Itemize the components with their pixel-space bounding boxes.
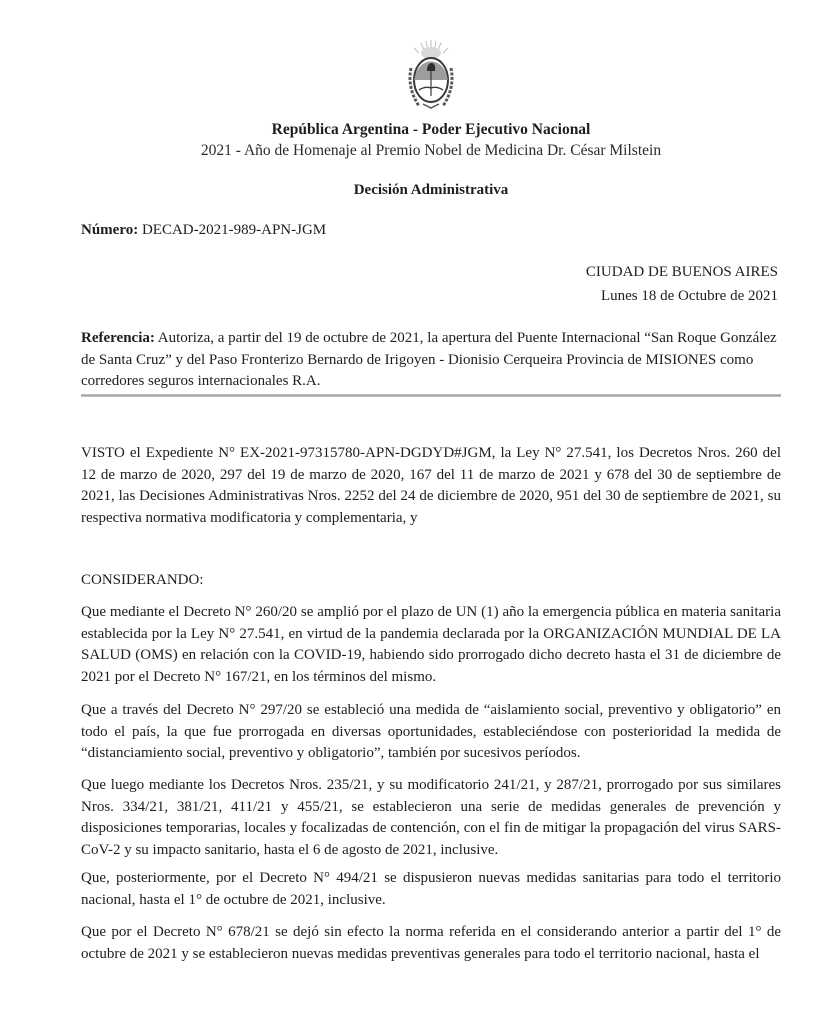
considerando-paragraph: Que por el Decreto N° 678/21 se dejó sin efecto la norma referida en el considerando anterior a partir del 1° de octubre de 2021 y se establecieron nuevas medidas preventivas generales para todo el territorio nacional, hasta el <box>81 924 781 962</box>
document-date: Lunes 18 de Octubre de 2021 <box>600 288 778 304</box>
considerando-paragraph: Que a través del Decreto N° 297/20 se estableció una medida de “aislamiento social, preventivo y obligatorio” en todo el país, la que fue prorrogada en diversas oportunidades, estableciéndose con posterioridad la medida de “distanciamiento social, preventivo y obligatorio”, también por sucesivos períodos. <box>81 702 781 761</box>
document-number <box>81 222 326 239</box>
considerando-paragraph: Que luego mediante los Decretos Nros. 235/21, y su modificatorio 241/21, y 287/21, prorrogado por sus similares Nros. 334/21, 381/21, 411/21 y 455/21, se establecieron una serie de medidas generales de prevención y disposiciones temporarias, locales y focalizadas de contención, con el fin de mitigar la propagación del virus SARS-CoV-2 y su impacto sanitario, hasta el 6 de agosto de 2021, inclusive. <box>81 777 781 858</box>
reference-text: Autoriza, a partir del 19 de octubre de 2021, la apertura del Puente Internacional “San Roque González de Santa Cruz” y del Paso Fronterizo Bernardo de Irigoyen - Dionisio Cerqueira Provincia de MISIONES como corredores seguros internacionales R.A. <box>81 330 777 389</box>
document-city: CIUDAD DE BUENOS AIRES <box>585 264 778 280</box>
considerando-heading: CONSIDERANDO: <box>81 572 204 588</box>
visto-paragraph: VISTO el Expediente N° EX-2021-97315780-APN-DGDYD#JGM, la Ley N° 27.541, los Decretos Nros. 260 del 12 de marzo de 2020, 297 del 19 de marzo de 2020, 167 del 11 de marzo de 2021 y 678 del 30 de septiembre de 2021, las Decisiones Administrativas Nros. 2252 del 24 de diciembre de 2020, 951 del 30 de septiembre de 2021, su respectiva normativa modificatoria y complementaria, y <box>81 445 781 526</box>
reference-label: Referencia: <box>81 330 155 346</box>
document-number-value: DECAD-2021-989-APN-JGM <box>141 222 327 238</box>
argentina-coat-of-arms-icon <box>403 38 459 114</box>
separator-line <box>81 394 781 397</box>
header-title: República Argentina - Poder Ejecutivo Nacional <box>271 121 591 138</box>
document-type: Decisión Administrativa <box>353 182 509 198</box>
document-number-label: Número: <box>81 222 139 238</box>
considerando-paragraph: Que mediante el Decreto N° 260/20 se amplió por el plazo de UN (1) año la emergencia pública en materia sanitaria establecida por la Ley N° 27.541, en virtud de la pandemia declarada por la ORGANIZACIÓN MUNDIAL DE LA SALUD (OMS) en relación con la COVID-19, habiendo sido prorrogado dicho decreto hasta el 31 de diciembre de 2021 por el Decreto N° 167/21, en los términos del mismo. <box>81 604 781 685</box>
reference-block <box>81 328 781 393</box>
considerando-paragraph: Que, posteriormente, por el Decreto N° 494/21 se dispusieron nuevas medidas sanitarias para todo el territorio nacional, hasta el 1° de octubre de 2021, inclusive. <box>81 870 781 908</box>
header-subtitle: 2021 - Año de Homenaje al Premio Nobel de Medicina Dr. César Milstein <box>200 142 662 159</box>
